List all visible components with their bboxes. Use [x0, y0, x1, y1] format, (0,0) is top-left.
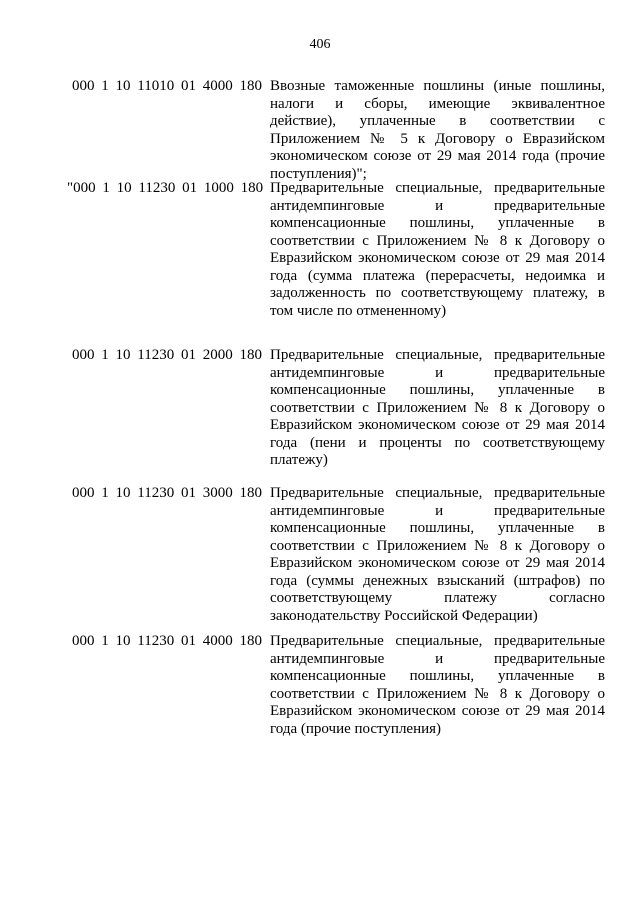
- income-description: Ввозные таможенные пошлины (иные пошлины, налоги и сборы, имеющие эквивалентное действие), уплаченные в соответствии с Приложением № 5 к Договору о Евразийском экономическом союзе от 29 мая 2014 года (прочие поступления)";: [270, 78, 605, 182]
- income-description: Предварительные специальные, предварительные антидемпинговые и предварительные компенсационные пошлины, уплаченные в соответствии с Приложением № 8 к Договору о Евразийском экономическом союзе от 29 мая 2014 года (суммы денежных взысканий (штрафов) по соответствующему платежу согласно законодательству Российской Федерации): [270, 485, 605, 624]
- page-number: 406: [309, 37, 331, 52]
- budget-code: "000 1 10 11230 01 1000 180: [67, 180, 264, 196]
- budget-code: 000 1 10 11230 01 2000 180: [72, 347, 262, 363]
- budget-code: 000 1 10 11230 01 3000 180: [72, 485, 262, 501]
- budget-code: 000 1 10 11010 01 4000 180: [72, 78, 262, 94]
- income-description: Предварительные специальные, предварительные антидемпинговые и предварительные компенсационные пошлины, уплаченные в соответствии с Приложением № 8 к Договору о Евразийском экономическом союзе от 29 мая 2014 года (пени и проценты по соответствующему платежу): [270, 347, 605, 468]
- income-description: Предварительные специальные, предварительные антидемпинговые и предварительные компенсационные пошлины, уплаченные в соответствии с Приложением № 8 к Договору о Евразийском экономическом союзе от 29 мая 2014 года (прочие поступления): [270, 633, 605, 737]
- income-description: Предварительные специальные, предварительные антидемпинговые и предварительные компенсационные пошлины, уплаченные в соответствии с Приложением № 8 к Договору о Евразийском экономическом союзе от 29 мая 2014 года (сумма платежа (перерасчеты, недоимка и задолженность по соответствующему платежу, в том числе по отмененному): [270, 180, 605, 319]
- budget-code: 000 1 10 11230 01 4000 180: [72, 633, 262, 649]
